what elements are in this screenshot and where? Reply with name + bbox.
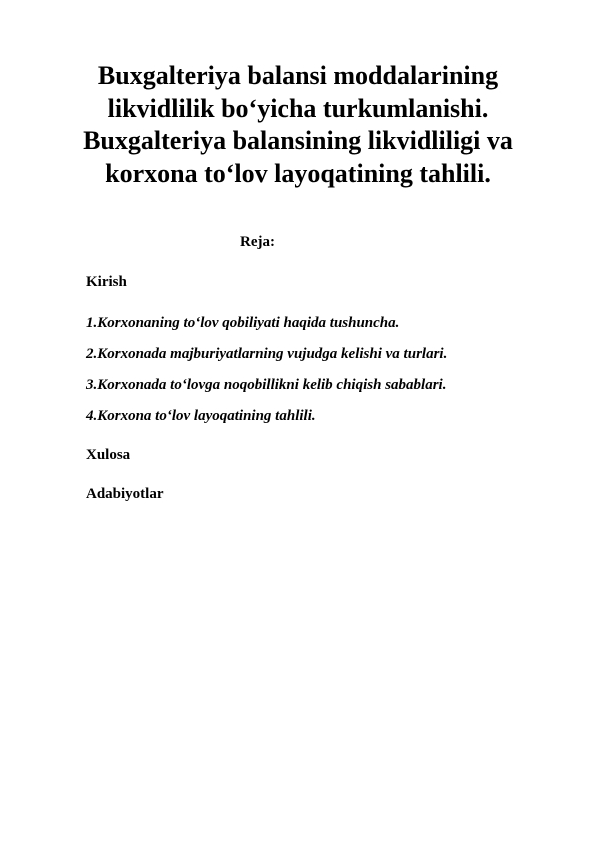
plan-item-text: Korxonada to‘lovga noqobillikni kelib chiqish sabablari. [97, 377, 447, 393]
plan-item-number: 3. [86, 377, 98, 393]
intro-heading: Kirish [86, 274, 127, 290]
plan-item-text: Korxonaning to‘lov qobiliyati haqida tushuncha. [97, 315, 400, 331]
plan-item-number: 2. [86, 346, 98, 362]
plan-item-2 [86, 344, 447, 364]
plan-item-4 [86, 406, 316, 426]
plan-item-1 [86, 313, 399, 333]
document-title: Buxgalteriya balansi moddalarining likvidlilik bo‘yicha turkumlanishi. Buxgalteriya balansining likvidliligi va korxona to‘lov layoqatining tahlili. [83, 61, 513, 188]
plan-item-number: 1. [86, 315, 98, 331]
plan-heading: Reja: [240, 234, 275, 250]
conclusion-heading: Xulosa [86, 447, 131, 463]
plan-item-text: Korxonada majburiyatlarning vujudga kelishi va turlari. [97, 346, 448, 362]
plan-item-text: Korxona to‘lov layoqatining tahlili. [97, 408, 316, 424]
plan-item-number: 4. [86, 408, 98, 424]
plan-item-3 [86, 375, 446, 395]
references-heading: Adabiyotlar [86, 486, 164, 502]
